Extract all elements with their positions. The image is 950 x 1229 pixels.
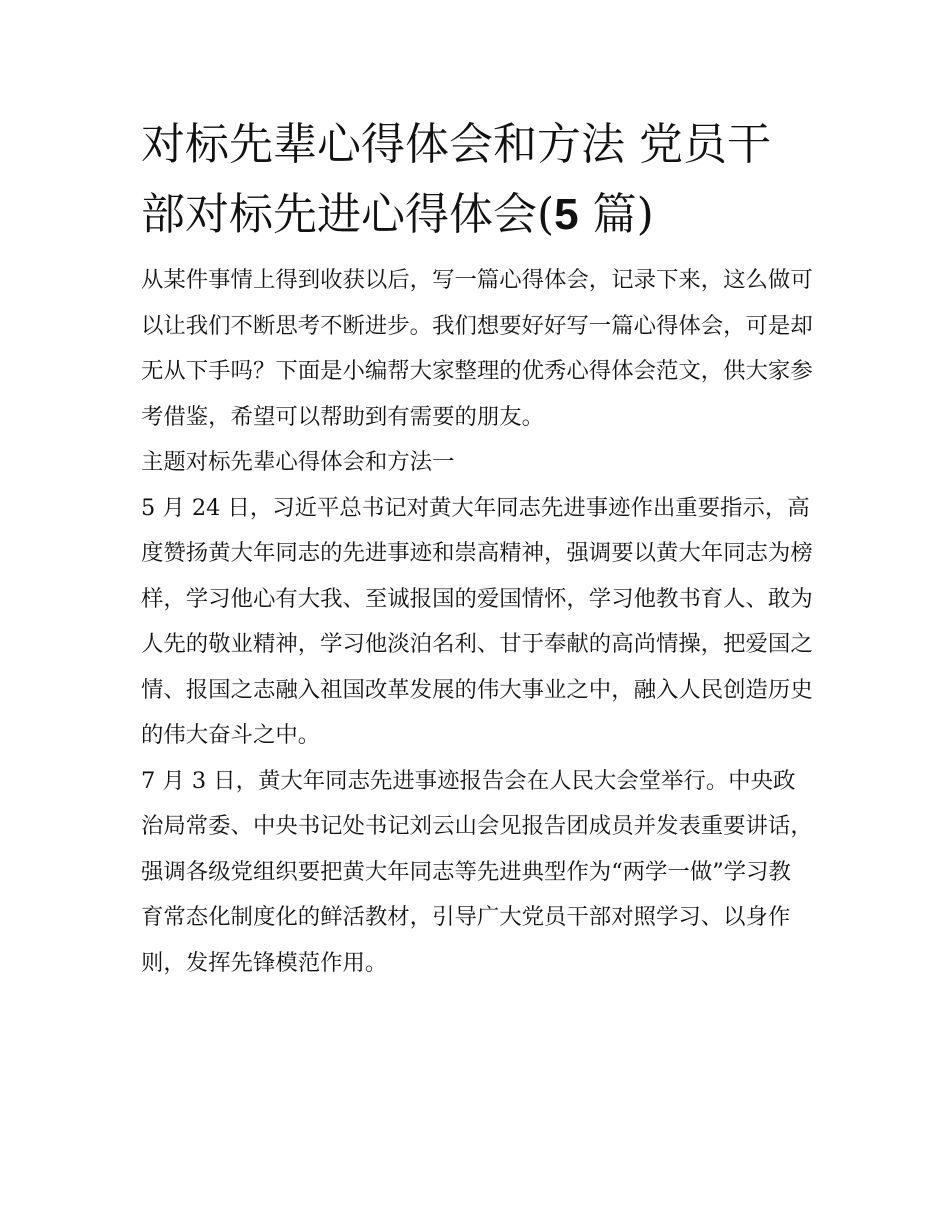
title-suffix: 篇) [578, 189, 654, 240]
body-paragraph: 7 月 3 日，黄大年同志先进事迹报告会在人民大会堂举行。中央政治局常委、中央书记处书记刘云山会见报告团成员并发表重要讲话，强调各级党组织要把黄大年同志等先进典型作为“两学一做”学习教育常态化制度化的鲜活教材，引导广大党员干部对照学习、以身作则，发挥先锋模范作用。 [141, 767, 813, 976]
document-page [141, 110, 813, 986]
title-count: 5 [554, 190, 579, 239]
document-body [141, 258, 813, 986]
document-title [141, 110, 813, 250]
intro-paragraph: 从某件事情上得到收获以后，写一篇心得体会，记录下来，这么做可以让我们不断思考不断进步。我们想要好好写一篇心得体会，可是却无从下手吗？下面是小编帮大家整理的优秀心得体会范文，供大家参考借鉴，希望可以帮助到有需要的朋友。 [141, 267, 813, 430]
title-text: 对标先辈心得体会和方法 党员干部对标先进心得体会( [141, 119, 771, 240]
section-heading: 主题对标先辈心得体会和方法一 [141, 449, 455, 475]
body-paragraph: 5 月 24 日，习近平总书记对黄大年同志先进事迹作出重要指示，高度赞扬黄大年同志的先进事迹和崇高精神，强调要以黄大年同志为榜样，学习他心有大我、至诚报国的爱国情怀，学习他教书育人、敢为人先的敬业精神，学习他淡泊名利、甘于奉献的高尚情操，把爱国之情、报国之志融入祖国改革发展的伟大事业之中，融入人民创造历史的伟大奋斗之中。 [141, 494, 813, 748]
